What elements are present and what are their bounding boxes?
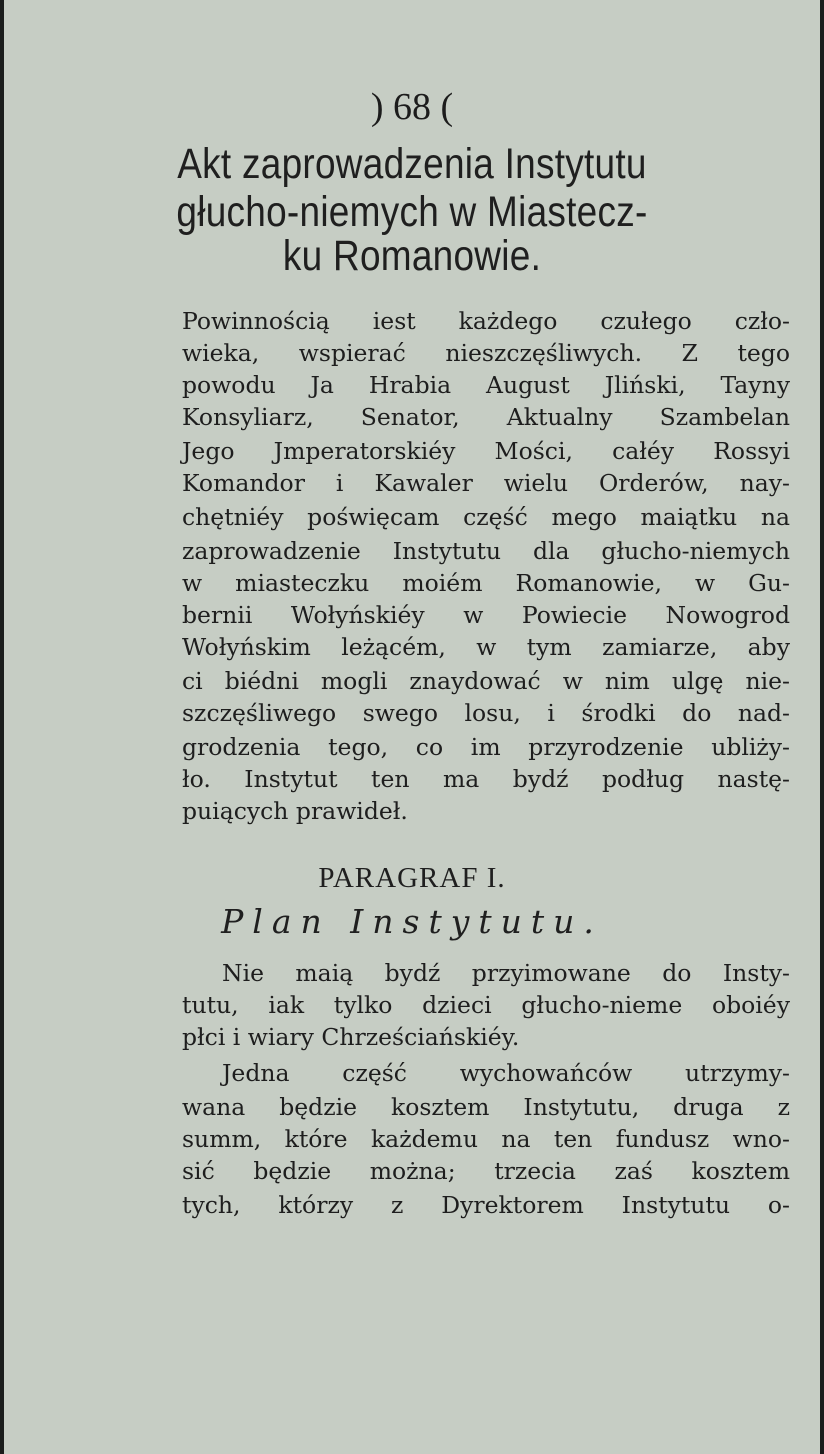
text-line: Wołyńskim leżącém, w tym zamiarze, aby xyxy=(182,633,790,661)
paragraph-heading: PARAGRAF I. xyxy=(318,862,506,894)
text-line: Nie maią bydź przyimowane do Insty- xyxy=(222,959,790,987)
title-line-2: głucho-niemych w Miastecz- xyxy=(176,188,648,236)
text-line: Jego Jmperatorskiéy Mości, całéy Rossyi xyxy=(182,437,790,465)
text-line: tych, którzy z Dyrektorem Instytutu o- xyxy=(182,1191,790,1219)
text-line: wana będzie kosztem Instytutu, druga z xyxy=(182,1093,790,1121)
text-line: ci biédni mogli znaydować w nim ulgę nie- xyxy=(182,667,790,695)
text-line: summ, które każdemu na ten fundusz wno- xyxy=(182,1125,790,1153)
text-line: w miasteczku moiém Romanowie, w Gu- xyxy=(182,569,790,597)
text-line: wieka, wspierać nieszczęśliwych. Z tego xyxy=(182,339,790,367)
page-number: ) 68 ( xyxy=(370,86,454,128)
text-line: tutu, iak tylko dzieci głucho-nieme oboiéy xyxy=(182,991,790,1019)
text-line: Komandor i Kawaler wielu Orderów, nay- xyxy=(182,469,790,497)
text-line: płci i wiary Chrześciańskiéy. xyxy=(182,1023,520,1051)
text-line: puiących prawideł. xyxy=(182,797,408,825)
title-line-1: Akt zaprowadzenia Instytutu xyxy=(177,140,647,188)
text-line: bernii Wołyńskiéy w Powiecie Nowogrod xyxy=(182,601,790,629)
text-line: Jedna część wychowańców utrzymy- xyxy=(222,1059,790,1087)
text-line: szczęśliwego swego losu, i środki do nad- xyxy=(182,699,790,727)
text-line: chętniéy poświęcam część mego maiątku na xyxy=(182,503,790,531)
book-page xyxy=(4,0,820,1454)
text-line: Powinnością iest każdego czułego czło- xyxy=(182,307,790,335)
paragraph-subheading: Plan Instytutu. xyxy=(221,902,603,941)
text-line: Konsyliarz, Senator, Aktualny Szambelan xyxy=(182,403,790,431)
text-line: grodzenia tego, co im przyrodzenie ubliży- xyxy=(182,733,790,761)
title-line-3: ku Romanowie. xyxy=(282,232,542,280)
text-line: powodu Ja Hrabia August Jliński, Tayny xyxy=(182,371,790,399)
text-line: ło. Instytut ten ma bydź podług nastę- xyxy=(182,765,790,793)
text-line: sić będzie można; trzecia zaś kosztem xyxy=(182,1157,790,1185)
text-line: zaprowadzenie Instytutu dla głucho-niemych xyxy=(182,537,790,565)
